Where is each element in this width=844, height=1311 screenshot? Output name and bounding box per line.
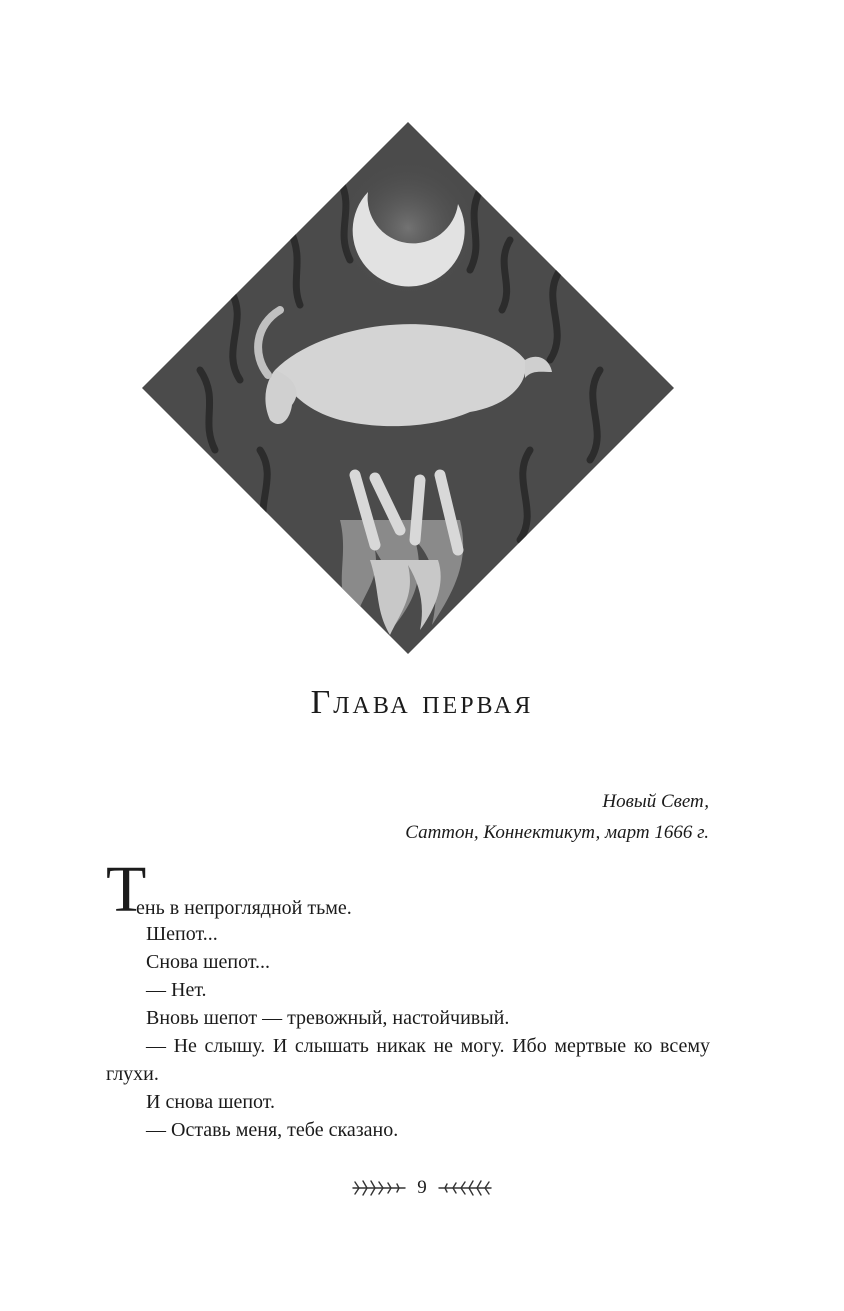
epigraph — [405, 786, 709, 848]
page-footer — [0, 1172, 844, 1204]
drop-cap: Т — [106, 853, 147, 926]
chapter-text — [106, 853, 710, 1144]
branch-ornament-left-icon — [351, 1177, 407, 1199]
epigraph-line: Новый Свет, — [602, 791, 709, 812]
branch-ornament-right-icon — [437, 1177, 493, 1199]
opening-line — [106, 853, 710, 926]
chapter-illustration — [140, 120, 676, 656]
page-number: 9 — [417, 1177, 427, 1198]
paragraph: Снова шепот... — [146, 951, 271, 973]
paragraph: Вновь шепот — тревожный, настойчивый. — [146, 1007, 510, 1029]
paragraph: — Нет. — [146, 979, 207, 1001]
epigraph-line: Саттон, Коннектикут, март 1666 г. — [405, 822, 709, 843]
paragraph: — Не слышу. И слышать никак не могу. Ибо мертвые ко всему глухи. — [106, 1035, 710, 1085]
paragraph: И снова шепот. — [146, 1091, 276, 1113]
paragraph: Шепот... — [146, 923, 218, 945]
opening-line-text: ень в непроглядной тьме. — [136, 897, 352, 919]
paragraph: — Оставь меня, тебе сказано. — [146, 1119, 399, 1141]
chapter-title: Глава первая — [310, 684, 534, 721]
